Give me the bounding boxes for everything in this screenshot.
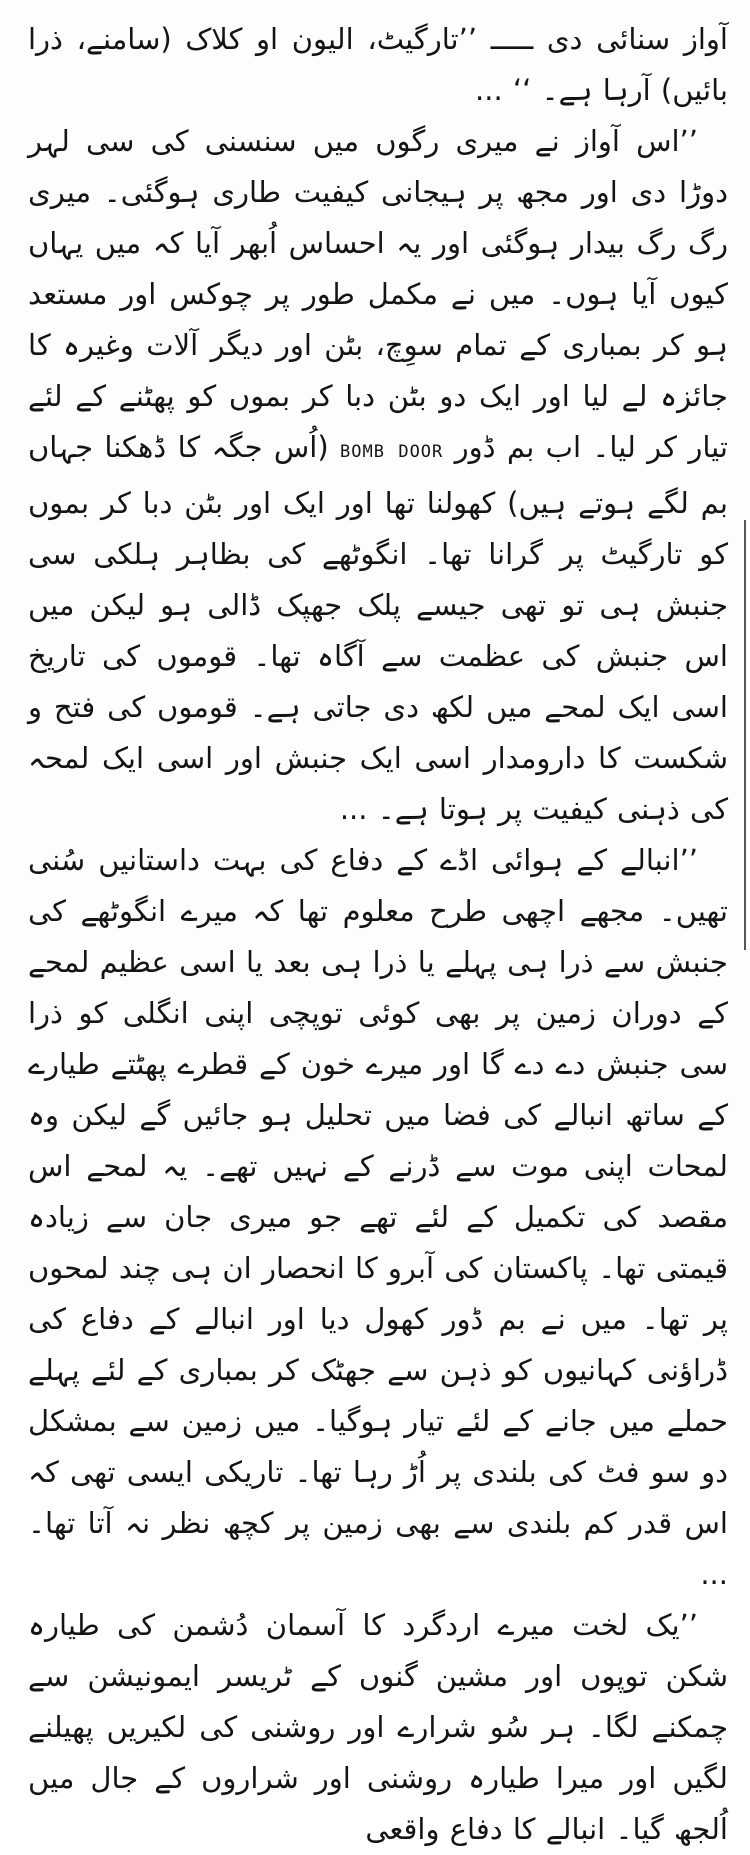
paragraph-4: ’’یک لخت میرے اردگرد کا آسمان دُشمن کی طیارہ شکن توپوں اور مشین گنوں کے ٹریسر ایمونیشن سے چمکنے لگا۔ ہر سُو شرارے اور روشنی کی لکیریں پھیلنے لگیں اور میرا طیارہ روشنی اور شراروں کے جال میں اُلجھ گیا۔ انبالے کا دفاع واقعی (28, 1608, 728, 1846)
paragraph-2-text: ’’اس آواز نے میری رگوں میں سنسنی کی سی لہر دوڑا دی اور مجھ پر ہیجانی کیفیت طاری ہوگئی۔ میری رگ رگ بیدار ہوگئی اور یہ احساس اُبھر آیا کہ میں یہاں کیوں آیا ہوں۔ میں نے مکمل طور پر چوکس اور مستعد ہو کر بمباری کے تمام سوِچ، بٹن اور دیگر آلات وغیرہ کا جائزہ لے لیا اور ایک دو بٹن دبا کر بموں کو پھٹنے کے لئے تیار کر لیا۔ اب بم ڈور (28, 124, 728, 464)
paragraph-3: ’’انبالے کے ہوائی اڈے کے دفاع کی بہت داستانیں سُنی تھیں۔ مجھے اچھی طرح معلوم تھا کہ میرے انگوٹھے کی جنبش سے ذرا ہی پہلے یا ذرا ہی بعد یا اسی عظیم لمحے کے دوران زمین پر بھی کوئی توپچی اپنی انگلی کو ذرا سی جنبش دے دے گا اور میرے خون کے قطرے پھٹتے طیارے کے ساتھ انبالے کی فضا میں تحلیل ہو جائیں گے لیکن وہ لمحات اپنی موت سے ڈرنے کے نہیں تھے۔ یہ لمحے اس مقصد کی تکمیل کے لئے تھے جو میری جان سے زیادہ قیمتی تھا۔ پاکستان کی آبرو کا انحصار ان ہی چند لمحوں پر تھا۔ میں نے بم ڈور کھول دیا اور انبالے کے دفاع کی ڈراؤنی کہانیوں کو ذہن سے جھٹک کر بمباری کے لئے پہلے حملے میں جانے کے لئے تیار ہوگیا۔ میں زمین سے بمشکل دو سو فٹ کی بلندی پر اُڑ رہا تھا۔ تاریکی ایسی تھی کہ اس قدر کم بلندی سے بھی زمین پر کچھ نظر نہ آتا تھا۔ ... (28, 843, 728, 1591)
paragraph-2 (28, 116, 728, 835)
page-edge-shadow (744, 520, 746, 950)
paragraph-2-continued: (اُس جگہ کا ڈھکنا جہاں بم لگے ہوتے ہیں) کھولنا تھا اور ایک اور بٹن دبا کر بموں کو تارگیٹ پر گرانا تھا۔ انگوٹھے کی بظاہر ہلکی سی جنبش ہی تو تھی جیسے پلک جھپک ڈالی ہو لیکن میں اس جنبش کی عظمت سے آگاہ تھا۔ قوموں کی تاریخ اسی ایک لمحے میں لکھ دی جاتی ہے۔ قوموں کی فتح و شکست کا دارومدار اسی ایک جنبش اور اسی ایک لمحہ کی ذہنی کیفیت پر ہوتا ہے۔ ... (28, 430, 728, 826)
bomb-door-term: BOMB DOOR (340, 442, 444, 462)
urdu-text-body (28, 14, 728, 1855)
paragraph-1: آواز سنائی دی ـــــ ’’تارگیٹ، الیون او کلاک (سامنے، ذرا بائیں) آرہا ہے۔ ‘‘ ... (28, 22, 728, 107)
